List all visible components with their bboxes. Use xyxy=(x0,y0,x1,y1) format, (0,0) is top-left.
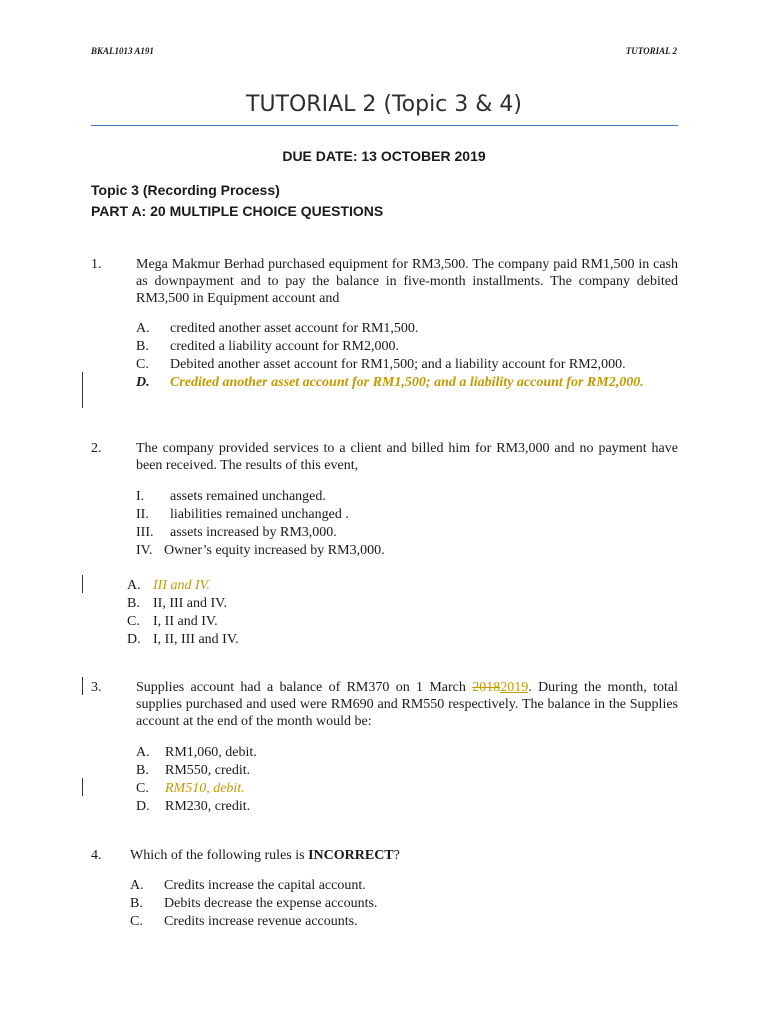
q1-option-a-text: credited another asset account for RM1,500. xyxy=(170,321,419,336)
q2-option-d-text: I, II, III and IV. xyxy=(153,632,239,647)
q1-option-b-label: B. xyxy=(136,339,149,354)
q4-option-c-label: C. xyxy=(130,914,143,929)
q1-text: Mega Makmur Berhad purchased equipment for RM3,500. The company paid RM1,500 in cash as downpayment and to pay the balance in five-month installments. The company debited RM3,500 in Equipment account and xyxy=(136,257,678,306)
q4-text-before: Which of the following rules is xyxy=(130,848,309,863)
change-bar xyxy=(82,778,83,796)
q4-option-b-text: Debits decrease the expense accounts. xyxy=(164,896,378,911)
q1-option-a-label: A. xyxy=(136,321,150,336)
q2-item-2-text: liabilities remained unchanged . xyxy=(170,507,349,522)
q3-option-c-label: C. xyxy=(136,781,149,796)
q3-option-a-label: A. xyxy=(136,745,150,760)
q4-emphasis: INCORRECT xyxy=(308,848,394,863)
q3-text-after: . During the month, total supplies purchased and used were RM690 and RM550 respectively. The balance in the Supplies account at the end of the month would be: xyxy=(136,680,678,729)
q3-text-before: Supplies account had a balance of RM370 on 1 March xyxy=(136,680,473,695)
q3-inserted-year: 2019 xyxy=(500,680,529,695)
q2-item-1-text: assets remained unchanged. xyxy=(170,489,326,504)
q3-number: 3. xyxy=(91,680,102,695)
q2-item-1-label: I. xyxy=(136,489,145,504)
header-left: BKAL1013 A191 xyxy=(91,46,154,56)
q3-option-b-label: B. xyxy=(136,763,149,778)
q4-text-after: ? xyxy=(393,848,400,863)
q3-text xyxy=(136,679,678,730)
q4-option-c-text: Credits increase revenue accounts. xyxy=(164,914,358,929)
change-bar xyxy=(82,677,83,695)
q3-option-d-text: RM230, credit. xyxy=(165,799,251,814)
title-rule xyxy=(91,125,678,126)
q2-item-4-label: IV. xyxy=(136,543,153,558)
q2-item-3-text: assets increased by RM3,000. xyxy=(170,525,337,540)
q1-option-c-label: C. xyxy=(136,357,149,372)
q1-option-d-label: D. xyxy=(136,375,150,390)
part-heading: PART A: 20 MULTIPLE CHOICE QUESTIONS xyxy=(91,203,384,219)
q4-option-b-label: B. xyxy=(130,896,143,911)
q2-item-3-label: III. xyxy=(136,525,154,540)
q2-option-a-text: III and IV. xyxy=(153,578,210,593)
q1-number: 1. xyxy=(91,257,102,272)
q2-text: The company provided services to a client and billed him for RM3,000 and no payment have been received. The results of this event, xyxy=(136,441,678,473)
due-date: DUE DATE: 13 OCTOBER 2019 xyxy=(282,148,486,164)
q4-text xyxy=(130,847,400,864)
q2-option-a-label: A. xyxy=(127,578,141,593)
q3-option-d-label: D. xyxy=(136,799,150,814)
topic-heading: Topic 3 (Recording Process) xyxy=(91,182,280,198)
q2-option-c-label: C. xyxy=(127,614,140,629)
q3-deleted-year: 2018 xyxy=(472,680,501,695)
q1-option-b-text: credited a liability account for RM2,000. xyxy=(170,339,399,354)
q2-item-4-text: Owner’s equity increased by RM3,000. xyxy=(164,543,385,558)
q1-option-d-text: Credited another asset account for RM1,500; and a liability account for RM2,000. xyxy=(170,375,644,390)
page-title: TUTORIAL 2 (Topic 3 & 4) xyxy=(246,92,522,117)
q3-option-a-text: RM1,060, debit. xyxy=(165,745,257,760)
q3-option-c-text: RM510, debit. xyxy=(165,781,245,796)
q4-number: 4. xyxy=(91,848,102,863)
q2-item-2-label: II. xyxy=(136,507,149,522)
q2-option-b-text: II, III and IV. xyxy=(153,596,227,611)
change-bar xyxy=(82,575,83,593)
q2-option-b-label: B. xyxy=(127,596,140,611)
q4-option-a-text: Credits increase the capital account. xyxy=(164,878,366,893)
header-right: TUTORIAL 2 xyxy=(625,46,677,56)
change-bar xyxy=(82,372,83,408)
q1-option-c-text: Debited another asset account for RM1,500; and a liability account for RM2,000. xyxy=(170,357,626,372)
q2-number: 2. xyxy=(91,441,102,456)
q3-option-b-text: RM550, credit. xyxy=(165,763,251,778)
q2-option-c-text: I, II and IV. xyxy=(153,614,218,629)
q4-option-a-label: A. xyxy=(130,878,144,893)
q2-option-d-label: D. xyxy=(127,632,141,647)
